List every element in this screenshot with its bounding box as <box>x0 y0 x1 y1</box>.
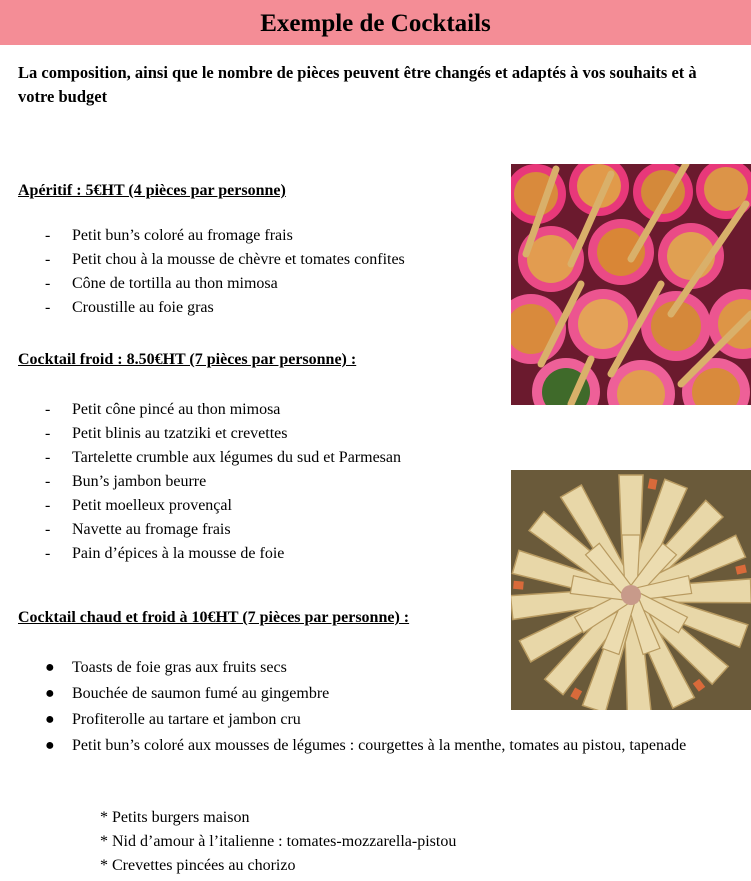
list-cocktail-froid <box>18 398 401 566</box>
dash-marker: - <box>45 449 51 466</box>
list-item <box>18 248 405 272</box>
item-text: Petit cône pincé au thon mimosa <box>72 401 281 418</box>
item-text: Petit moelleux provençal <box>72 497 232 514</box>
item-text: Navette au fromage frais <box>72 521 231 538</box>
page-title: Exemple de Cocktails <box>260 10 491 37</box>
section-title-cocktail-froid: Cocktail froid : 8.50€HT (7 pièces par personne) : <box>18 351 357 368</box>
list-item <box>18 398 401 422</box>
list-aperitif <box>18 224 405 320</box>
dash-marker: - <box>45 299 51 316</box>
item-text: Bun’s jambon beurre <box>72 473 207 490</box>
item-text: Cône de tortilla au thon mimosa <box>72 275 278 292</box>
list-item <box>18 272 405 296</box>
photo-wraps-icon <box>511 470 751 710</box>
extra-item: * Petits burgers maison <box>100 809 250 826</box>
item-text: Toasts de foie gras aux fruits secs <box>72 659 287 676</box>
dash-marker: - <box>45 401 51 418</box>
dash-marker: - <box>45 521 51 538</box>
section-title-aperitif: Apéritif : 5€HT (4 pièces par personne) <box>18 182 286 199</box>
item-text: Petit bun’s coloré au fromage frais <box>72 227 293 244</box>
list-item <box>18 422 401 446</box>
item-text: Profiterolle au tartare et jambon cru <box>72 711 301 728</box>
section-title-cocktail-chaud-froid: Cocktail chaud et froid à 10€HT (7 pièces par personne) : <box>18 609 410 626</box>
item-text: Petit bun’s coloré aux mousses de légumes : courgettes à la menthe, tomates au pistou, tapenade <box>72 737 687 754</box>
item-text: Croustille au foie gras <box>72 299 214 316</box>
list-item <box>18 224 405 248</box>
intro-text: La composition, ainsi que le nombre de pièces peuvent être changés et adaptés à vos souhaits et à votre budget <box>18 63 697 106</box>
dash-marker: - <box>45 275 51 292</box>
list-item <box>18 707 742 733</box>
item-text: Petit blinis au tzatziki et crevettes <box>72 425 288 442</box>
list-item <box>18 494 401 518</box>
bullet-icon: ● <box>45 711 55 728</box>
bullet-icon: ● <box>45 685 55 702</box>
extra-item: * Crevettes pincées au chorizo <box>100 857 296 874</box>
item-text: Pain d’épices à la mousse de foie <box>72 545 285 562</box>
dash-marker: - <box>45 251 51 268</box>
photo-verrines-icon <box>511 164 751 405</box>
dash-marker: - <box>45 473 51 490</box>
list-item <box>18 446 401 470</box>
list-item <box>18 542 401 566</box>
extras-list <box>46 806 456 878</box>
list-item <box>18 518 401 542</box>
dash-marker: - <box>45 497 51 514</box>
extra-item: * Nid d’amour à l’italienne : tomates-mozzarella-pistou <box>100 833 457 850</box>
list-item <box>18 733 742 785</box>
item-text: Tartelette crumble aux légumes du sud et Parmesan <box>72 449 401 466</box>
list-item <box>18 296 405 320</box>
item-text: Bouchée de saumon fumé au gingembre <box>72 685 330 702</box>
bullet-icon: ● <box>45 737 55 754</box>
dash-marker: - <box>45 425 51 442</box>
item-text: Petit chou à la mousse de chèvre et tomates confites <box>72 251 405 268</box>
list-item <box>18 470 401 494</box>
dash-marker: - <box>45 545 51 562</box>
title-banner <box>0 0 751 45</box>
dash-marker: - <box>45 227 51 244</box>
bullet-icon: ● <box>45 659 55 676</box>
